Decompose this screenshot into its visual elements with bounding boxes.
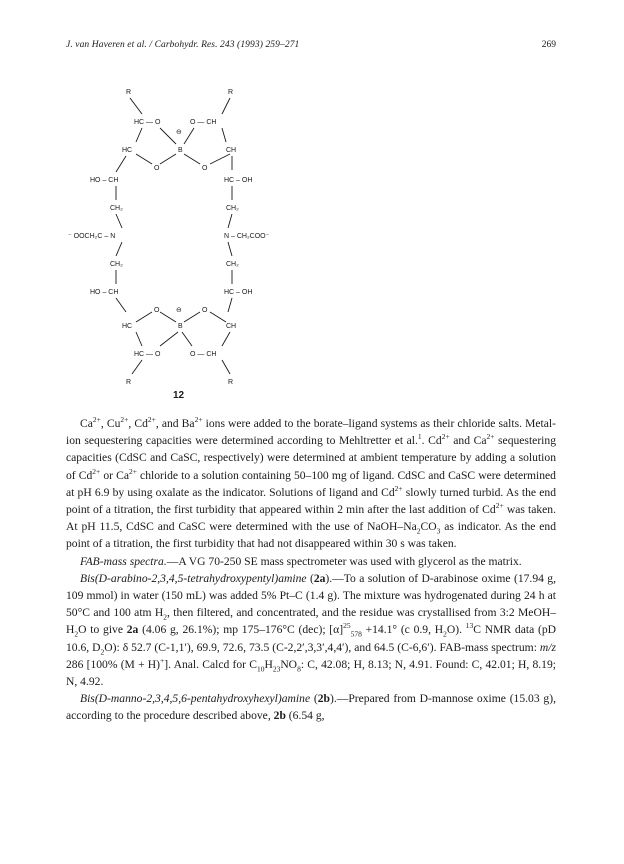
paragraph-fab-mass-spectra: FAB-mass spectra.—A VG 70-250 SE mass spectrometer was used with glycerol as the matrix. [80,554,522,568]
label-r-top-left: R [126,89,132,96]
bond [136,332,142,346]
bond [160,312,176,322]
label-b-bottom: B [178,323,183,330]
label-o-top-left: O [154,165,160,172]
label-hc-o-bottom: HC — O [134,351,161,358]
label-minus-bottom: ⊖ [176,307,182,314]
bond [160,332,178,346]
bond [116,298,126,312]
label-hc-o-top: HC — O [134,119,161,126]
bond [210,154,230,164]
bond [182,332,192,346]
label-r-top-right: R [228,89,234,96]
label-hc-oh-top: HC – OH [224,177,253,184]
bond [136,128,142,142]
label-ch2-left-2: CH₂ [110,261,123,268]
page-header [66,40,556,54]
label-b-top: B [178,147,183,154]
label-ch-top: CH [226,147,237,154]
label-carboxymethyl-n: ⁻ OOCH₂C – N [68,233,116,240]
paragraph-compound-2a: Bis(D-arabino-2,3,4,5-tetrahydroxypentyl)amine (2a).—To a solution of D-arabinose oxime (17.94 g, 109 mmol) in water (150 mL) was added 5% Pt–C (1.4 g). The mixture was hydrogenated during 24 h at 50°C and 100 atm $H_2$, then filtered, and concentrated, and the residue was crystallised from 3:2 MeOH–$H_2O$ to give 2a (4.06 g, 26.1%); mp 175–176°C (dec); $[\alpha]^{25}_{578} +14.1^\circ$ (c 0.9, $H_2O$). $^{13}$C NMR data (pD 10.6, $D_2O$): δ 52.7 (C-1,1′), 69.9, 72.6, 73.5 (C-2,2′,3,3′,4,4′), and 64.5 (C-6,6′). FAB-mass spectrum: m/z 286 [100% (M + H)+]. Anal. Calcd for $C_{10}H_{23}NO_8$: C, 42.08; H, 8.13; N, 4.91. Found: C, 42.01; H, 8.19; N, 4.92. [66,571,557,689]
compound-number: 12 [173,390,185,400]
bond [160,128,176,144]
body-text [66,415,556,725]
bond [222,360,230,374]
running-head: J. van Haveren et al. / Carbohydr. Res. 243 (1993) 259–271 [66,40,300,50]
label-n-carboxymethyl: N – CH₂COO⁻ [224,233,270,240]
paragraph-metal-ion-sequestering: $Ca^{2+}$, $Cu^{2+}$, $Cd^{2+}$, and $Ba^{2+}$ ions were added to the borate–ligand systems as their chloride salts. Metal-ion sequestering capacities were determined according to Mehltretter et al.$^1$. $Cd^{2+}$ and $Ca^{2+}$ sequestering capacities (CdSC and CaSC, respectively) were determined at ambient temperature by adding a solution of $Cd^{2+}$ or $Ca^{2+}$ chloride to a solution containing 50–100 mg of ligand. CdSC and CaSC were determined at pH 6.9 by using oxalate as the indicator. Solutions of ligand and $Cd^{2+}$ slowly turned turbid. As the end point of a titration, the first turbidity that appeared within 2 min after the last addition of $Cd^{2+}$ was taken. At pH 11.5, CdSC and CaSC were determined with the use of NaOH–$Na_2CO_3$ as indicator. As the end point of a titration, the first turbidity that had not disappeared within 30 s was taken. [66,415,557,551]
label-ho-ch-bottom: HO – CH [90,289,119,296]
page-number: 269 [541,40,556,50]
label-o-ch-top: O — CH [190,119,217,126]
bond [116,156,126,172]
label-ch-bottom: CH [226,323,237,330]
bond [222,332,230,346]
bond [222,128,226,142]
chemical-structure-12 [60,80,320,400]
label-hc-oh-bottom: HC – OH [224,289,253,296]
label-minus-top: ⊖ [176,129,182,136]
label-r-bottom-left: R [126,379,132,386]
label-ch2-right-1: CH₂ [226,205,239,212]
bond [160,154,176,164]
bond [116,242,122,256]
bond [184,128,194,144]
bond [228,242,232,256]
paragraph-compound-2b: Bis(D-manno-2,3,4,5,6-pentahydroxyhexyl)amine (2b).—Prepared from D-mannose oxime (15.03 g), according to the procedure described above, 2b (6.54 g, [66,692,556,723]
bond [222,98,230,114]
label-r-bottom-right: R [228,379,234,386]
bond [184,312,200,322]
label-ho-ch-top: HO – CH [90,177,119,184]
bond [132,360,142,374]
bond [116,214,122,228]
label-o-top-right: O [202,165,208,172]
label-o-bottom-left: O [154,307,160,314]
bond [228,214,232,228]
bond [210,312,226,322]
label-hc-bottom: HC [122,323,133,330]
bond [136,154,152,164]
bond [228,298,232,312]
label-o-bottom-right: O [202,307,208,314]
label-ch2-right-2: CH₂ [226,261,239,268]
label-ch2-left-1: CH₂ [110,205,123,212]
bond [136,312,152,322]
label-hc-top: HC [122,147,133,154]
bond [130,98,142,114]
bond [184,154,200,164]
label-o-ch-bottom: O — CH [190,351,217,358]
